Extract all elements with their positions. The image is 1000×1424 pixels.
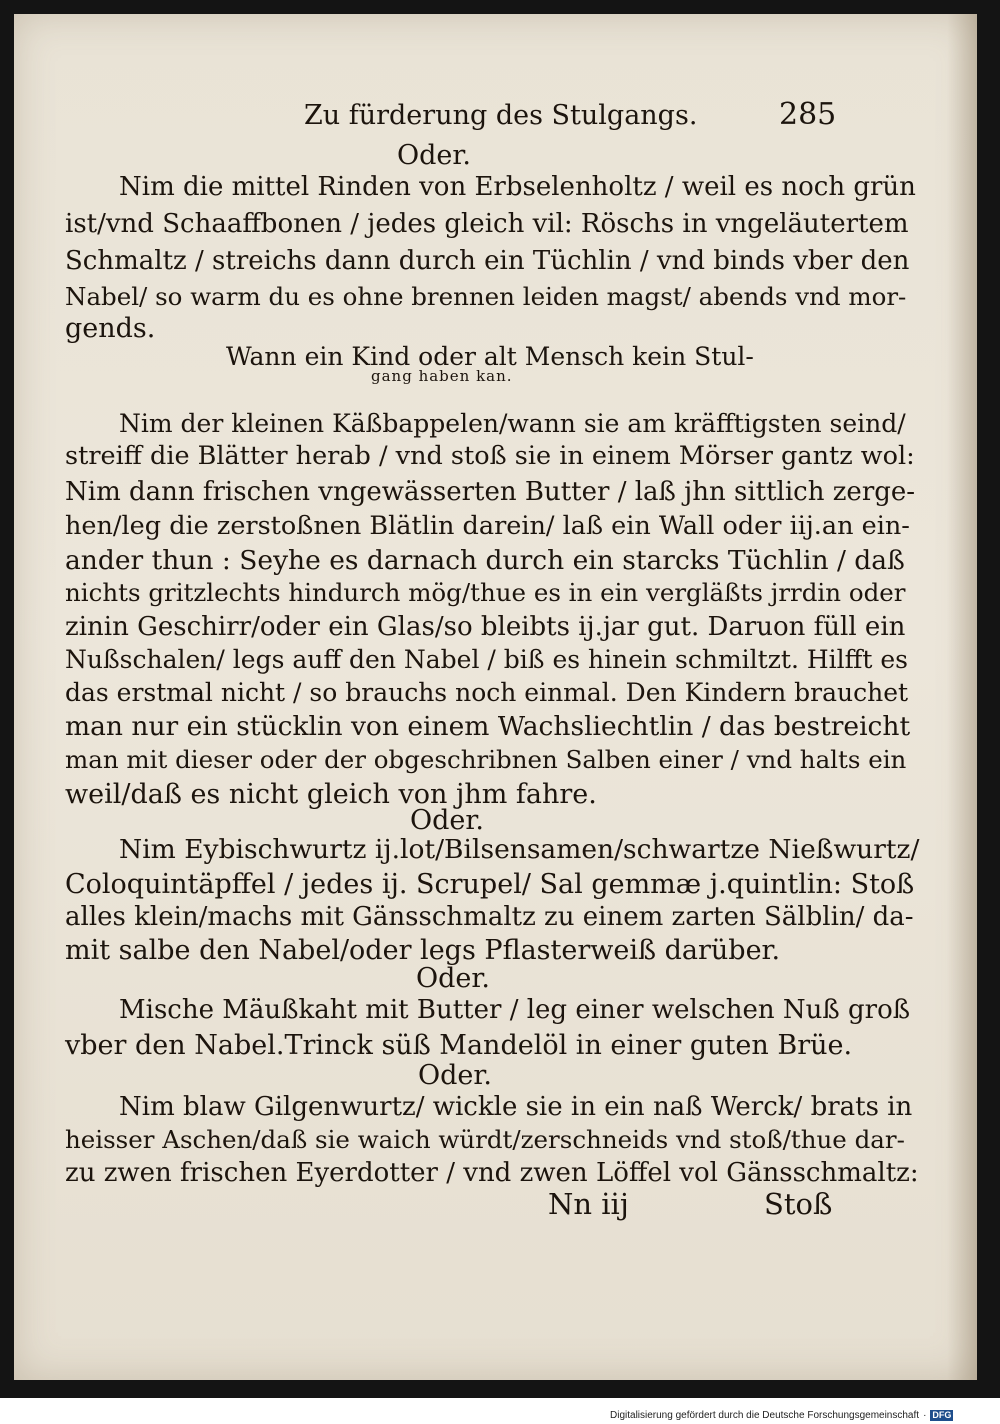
footer-separator: · (923, 1409, 927, 1421)
text-line: gends. (65, 313, 156, 344)
book-page (14, 14, 977, 1380)
signature-mark: Nn iij (548, 1187, 629, 1221)
text-line: man nur ein stücklin von einem Wachsliechtlin / das bestreicht (65, 711, 911, 742)
catchword: Stoß (764, 1187, 833, 1221)
text-line: nichts gritzlechts hindurch mög/thue es in ein vergläßts jrrdin oder (65, 578, 906, 607)
page-number: 285 (779, 97, 837, 132)
text-line: heisser Aschen/daß sie waich würdt/zerschneids vnd stoß/thue dar- (65, 1125, 905, 1154)
text-line: das erstmal nicht / so brauchs noch einmal. Den Kindern brauchet (65, 678, 909, 707)
text-line: vber den Nabel.Trinck süß Mandelöl in einer guten Brüe. (65, 1030, 853, 1061)
text-line: Nim der kleinen Käßbappelen/wann sie am kräfftigsten seind/ (119, 409, 906, 438)
footer-text: Digitalisierung gefördert durch die Deutsche Forschungsgemeinschaft (610, 1409, 920, 1421)
text-line: hen/leg die zerstoßnen Blätlin darein/ laß ein Wall oder iij.an ein- (65, 511, 910, 541)
text-line: man mit dieser oder der obgeschribnen Salben einer / vnd halts ein (65, 745, 907, 774)
footer-credit (610, 1406, 1000, 1424)
text-line: Nim blaw Gilgenwurtz/ wickle sie in ein naß Werck/ brats in (119, 1092, 913, 1122)
text-line: zinin Geschirr/oder ein Glas/so bleibts ij.jar gut. Daruon füll ein (65, 612, 906, 642)
text-line: Mische Mäußkaht mit Butter / leg einer welschen Nuß groß (119, 995, 911, 1025)
text-line: zu zwen frischen Eyerdotter / vnd zwen Löffel vol Gänsschmaltz: (65, 1158, 919, 1188)
section-label: Oder. (418, 1060, 492, 1091)
text-line: mit salbe den Nabel/oder legs Pflasterweiß darüber. (65, 935, 781, 966)
text-line: ander thun : Seyhe es darnach durch ein starcks Tüchlin / daß (65, 545, 905, 576)
section-label: Oder. (410, 805, 484, 836)
text-line: weil/daß es nicht gleich von jhm fahre. (65, 779, 597, 810)
text-line: Nabel/ so warm du es ohne brennen leiden magst/ abends vnd mor- (65, 282, 907, 311)
text-line: alles klein/machs mit Gänsschmaltz zu einem zarten Sälblin/ da- (65, 902, 914, 932)
text-line: streiff die Blätter herab / vnd stoß sie in einem Mörser gantz wol: (65, 441, 915, 471)
text-line: Nußschalen/ legs auff den Nabel / biß es hinein schmiltzt. Hilfft es (65, 645, 909, 674)
text-line: Nim Eybischwurtz ij.lot/Bilsensamen/schwartze Nießwurtz/ (119, 834, 920, 865)
text-line: Nim die mittel Rinden von Erbselenholtz / weil es noch grün (119, 172, 916, 202)
section-label: Oder. (416, 963, 490, 994)
text-line: ist/vnd Schaaffbonen / jedes gleich vil: Röschs in vngeläutertem (65, 209, 909, 239)
text-line: Schmaltz / streichs dann durch ein Tüchlin / vnd binds vber den (65, 246, 910, 276)
running-head: Zu fürderung des Stulgangs. (304, 100, 698, 131)
dfg-logo-icon: DFG (932, 1409, 952, 1420)
section-label: Oder. (397, 140, 471, 171)
text-line: Coloquintäpffel / jedes ij. Scrupel/ Sal gemmæ j.quintlin: Stoß (65, 869, 915, 900)
text-line: Nim dann frischen vngewässerten Butter / laß jhn sittlich zerge- (65, 477, 916, 507)
section-heading: Wann ein Kind oder alt Mensch kein Stul- (226, 342, 754, 371)
section-heading-continuation: gang haben kan. (371, 367, 513, 385)
